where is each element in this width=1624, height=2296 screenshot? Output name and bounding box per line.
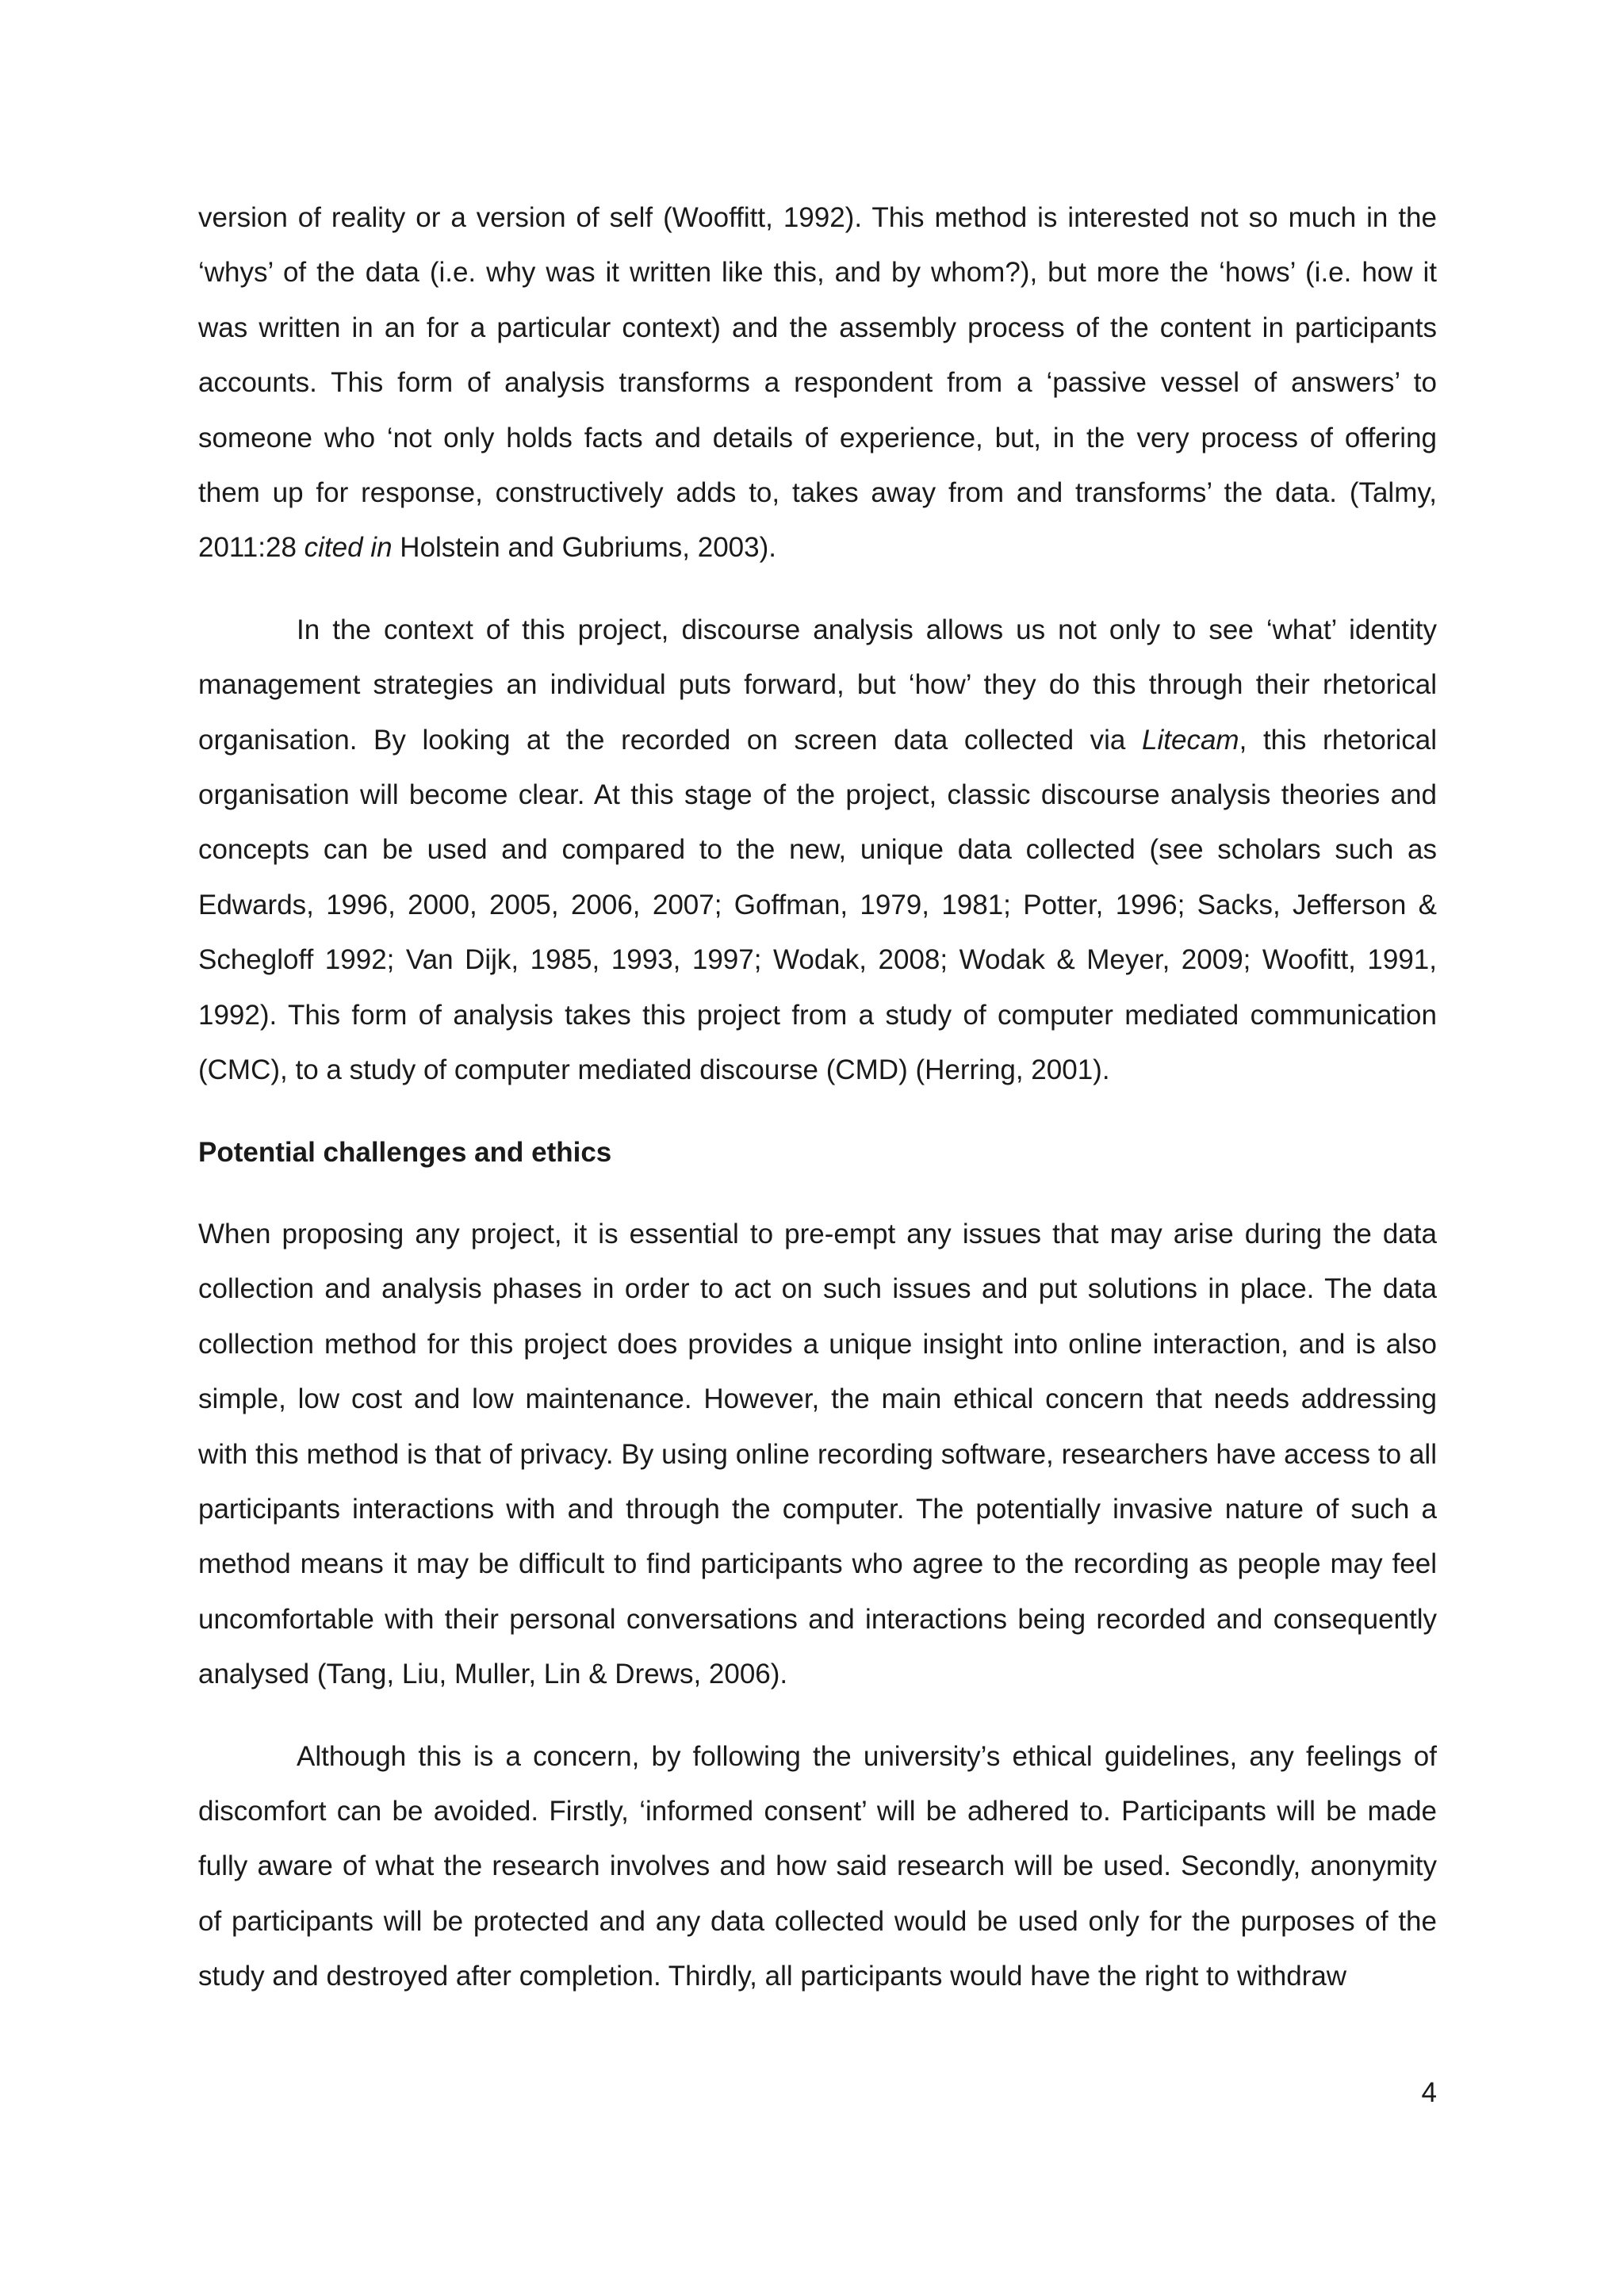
- paragraph-ethics: Although this is a concern, by following the university’s ethical guidelines, any feelings of discomfort can be avoided. Firstly, ‘informed consent’ will be adhered to. Participants will be made fully aware of what the research involves and how said research will be used. Secondly, anonymity of participants will be protected and any data collected would be used only for the purposes of the study and destroyed after completion. Thirdly, all participants would have the right to withdraw: [198, 1740, 1437, 1992]
- paragraph-discourse-method: [198, 190, 1437, 576]
- page-number: 4: [1421, 2077, 1437, 2108]
- paragraph-text: version of reality or a version of self (Wooffitt, 1992). This method is interested not so much in the ‘whys’ of the data (i.e. why was it written like this, and by whom?), but more the ‘hows’ (i.e. how it was written in an for a particular context) and the assembly process of the content in participants accounts. This form of analysis transforms a respondent from a ‘passive vessel of answers’ to someone who ‘not only holds facts and details of experience, but, in the very process of offering them up for response, constructively adds to, takes away from and transforms’ the data. (Talmy, 2011:28: [198, 202, 1437, 564]
- paragraph-text: Holstein and Gubriums, 2003).: [392, 532, 776, 564]
- document-page: [198, 190, 1437, 2004]
- paragraph-project-context: [198, 603, 1437, 1098]
- paragraph-text: In the context of this project, discourse analysis allows us not only to see ‘what’ identity management strategies an individual puts forward, but ‘how’ they do this through their rhetorical organisation. By looking at the recorded on screen data collected via: [198, 614, 1437, 756]
- section-heading: Potential challenges and ethics: [198, 1136, 612, 1168]
- paragraph-text: , this rhetorical organisation will become clear. At this stage of the project, classic discourse analysis theories and concepts can be used and compared to the new, unique data collected (see scholars such as Edwards, 1996, 2000, 2005, 2006, 2007; Goffman, 1979, 1981; Potter, 1996; Sacks, Jefferson & Schegloff 1992; Van Dijk, 1985, 1993, 1997; Wodak, 2008; Wodak & Meyer, 2009; Woofitt, 1991, 1992). This form of analysis takes this project from a study of computer mediated communication (CMC), to a study of computer mediated discourse (CMD) (Herring, 2001).: [198, 724, 1437, 1086]
- paragraph-challenges: When proposing any project, it is essential to pre-empt any issues that may arise during the data collection and analysis phases in order to act on such issues and put solutions in place. The data collection method for this project does provides a unique insight into online interaction, and is also simple, low cost and low maintenance. However, the main ethical concern that needs addressing with this method is that of privacy. By using online recording software, researchers have access to all participants interactions with and through the computer. The potentially invasive nature of such a method means it may be difficult to find participants who agree to the recording as people may feel uncomfortable with their personal conversations and interactions being recorded and consequently analysed (Tang, Liu, Muller, Lin & Drews, 2006).: [198, 1218, 1437, 1690]
- italic-software-name: Litecam: [1142, 724, 1239, 756]
- italic-citation-term: cited in: [304, 532, 393, 564]
